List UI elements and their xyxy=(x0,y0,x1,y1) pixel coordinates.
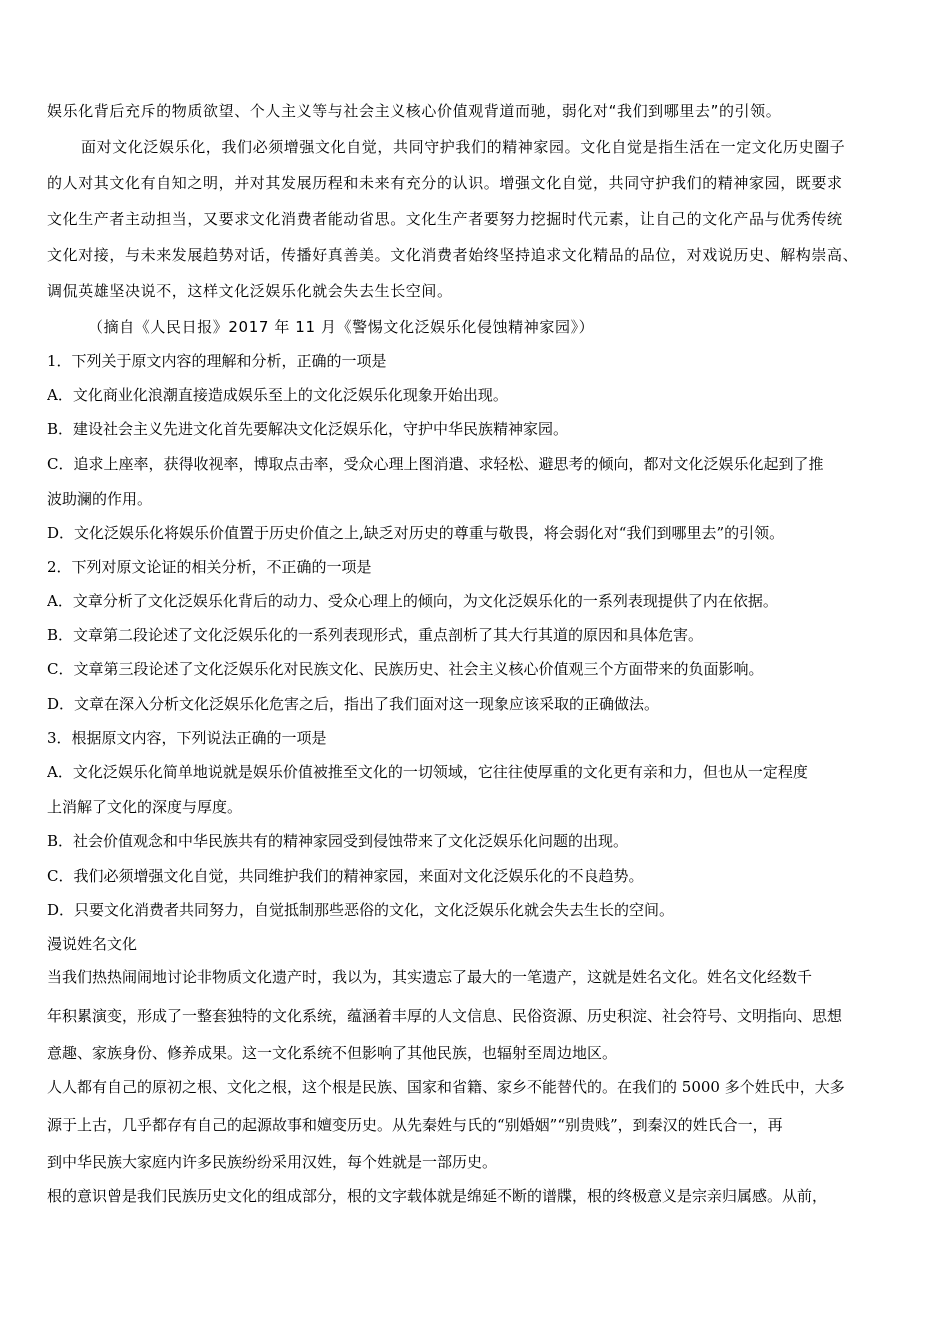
passage-paragraph-line: 的人对其文化有自知之明，并对其发展历程和未来有充分的认识。增强文化自觉，共同守护我们的精神家园，既要求 xyxy=(47,174,843,192)
passage-paragraph-line: 面对文化泛娱乐化，我们必须增强文化自觉，共同守护我们的精神家园。文化自觉是指生活在一定文化历史圈子 xyxy=(81,138,846,156)
question-2-option-d: D．文章在深入分析文化泛娱乐化危害之后，指出了我们面对这一现象应该采取的正确做法。 xyxy=(47,695,660,713)
question-3-stem: 3．根据原文内容，下列说法正确的一项是 xyxy=(47,729,327,747)
article-paragraph-line: 意趣、家族身份、修养成果。这一文化系统不但影响了其他民族，也辐射至周边地区。 xyxy=(47,1044,618,1062)
question-2-option-b: B．文章第二段论述了文化泛娱乐化的一系列表现形式，重点剖析了其大行其道的原因和具体危害。 xyxy=(47,626,704,644)
article-paragraph-line: 源于上古，几乎都存有自己的起源故事和嬗变历史。从先秦姓与氏的“别婚姻”“别贵贱”，到秦汉的姓氏合一，再 xyxy=(47,1116,783,1134)
article-paragraph-line: 年积累演变，形成了一整套独特的文化系统，蕴涵着丰厚的人文信息、民俗资源、历史积淀、社会符号、文明指向、思想 xyxy=(47,1007,843,1025)
source-citation: （摘自《人民日报》2017 年 11 月《警惕文化泛娱乐化侵蚀精神家园》） xyxy=(88,318,595,336)
question-1-option-a: A．文化商业化浪潮直接造成娱乐至上的文化泛娱乐化现象开始出现。 xyxy=(47,386,508,404)
question-2-option-c: C．文章第三段论述了文化泛娱乐化对民族文化、民族历史、社会主义核心价值观三个方面带来的负面影响。 xyxy=(47,660,764,678)
article-title: 漫说姓名文化 xyxy=(47,935,138,953)
question-3-option-b: B．社会价值观念和中华民族共有的精神家园受到侵蚀带来了文化泛娱乐化问题的出现。 xyxy=(47,832,629,850)
question-1-stem: 1．下列关于原文内容的理解和分析，正确的一项是 xyxy=(47,352,387,370)
passage-paragraph-line: 调侃英雄坚决说不，这样文化泛娱乐化就会失去生长空间。 xyxy=(47,282,453,300)
question-3-option-c: C．我们必须增强文化自觉，共同维护我们的精神家园，来面对文化泛娱乐化的不良趋势。 xyxy=(47,867,644,885)
article-paragraph-line: 到中华民族大家庭内许多民族纷纷采用汉姓，每个姓就是一部历史。 xyxy=(47,1153,498,1171)
article-paragraph-line: 当我们热热闹闹地讨论非物质文化遗产时，我以为，其实遗忘了最大的一笔遗产，这就是姓名文化。姓名文化经数千 xyxy=(47,968,813,986)
article-paragraph-line: 根的意识曾是我们民族历史文化的组成部分，根的文字载体就是绵延不断的谱牒，根的终极意义是宗亲归属感。从前， xyxy=(47,1187,828,1205)
question-2-option-a: A．文章分析了文化泛娱乐化背后的动力、受众心理上的倾向，为文化泛娱乐化的一系列表现提供了内在依据。 xyxy=(47,592,778,610)
passage-paragraph-line: 文化生产者主动担当，又要求文化消费者能动省思。文化生产者要努力挖掘时代元素，让自己的文化产品与优秀传统 xyxy=(47,210,843,228)
question-1-option-c-cont: 波助澜的作用。 xyxy=(47,490,153,508)
question-1-option-b: B．建设社会主义先进文化首先要解决文化泛娱乐化，守护中华民族精神家园。 xyxy=(47,420,569,438)
question-3-option-a-cont: 上消解了文化的深度与厚度。 xyxy=(47,798,243,816)
passage-end-line: 娱乐化背后充斥的物质欲望、个人主义等与社会主义核心价值观背道而驰，弱化对“我们到哪里去”的引领。 xyxy=(47,102,782,120)
passage-paragraph-line: 文化对接，与未来发展趋势对话，传播好真善美。文化消费者始终坚持追求文化精品的品位，对戏说历史、解构崇高、 xyxy=(47,246,859,264)
question-1-option-c: C．追求上座率，获得收视率，博取点击率，受众心理上图消遣、求轻松、避思考的倾向，都对文化泛娱乐化起到了推 xyxy=(47,455,824,473)
question-3-option-d: D．只要文化消费者共同努力，自觉抵制那些恶俗的文化，文化泛娱乐化就会失去生长的空间。 xyxy=(47,901,675,919)
question-1-option-d: D．文化泛娱乐化将娱乐价值置于历史价值之上,缺乏对历史的尊重与敬畏，将会弱化对“我们到哪里去”的引领。 xyxy=(47,524,785,542)
question-2-stem: 2．下列对原文论证的相关分析，不正确的一项是 xyxy=(47,558,372,576)
question-3-option-a: A．文化泛娱乐化简单地说就是娱乐价值被推至文化的一切领域，它往往使厚重的文化更有亲和力，但也从一定程度 xyxy=(47,763,808,781)
article-paragraph-line: 人人都有自己的原初之根、文化之根，这个根是民族、国家和省籍、家乡不能替代的。在我们的 5000 多个姓氏中，大多 xyxy=(47,1078,845,1096)
